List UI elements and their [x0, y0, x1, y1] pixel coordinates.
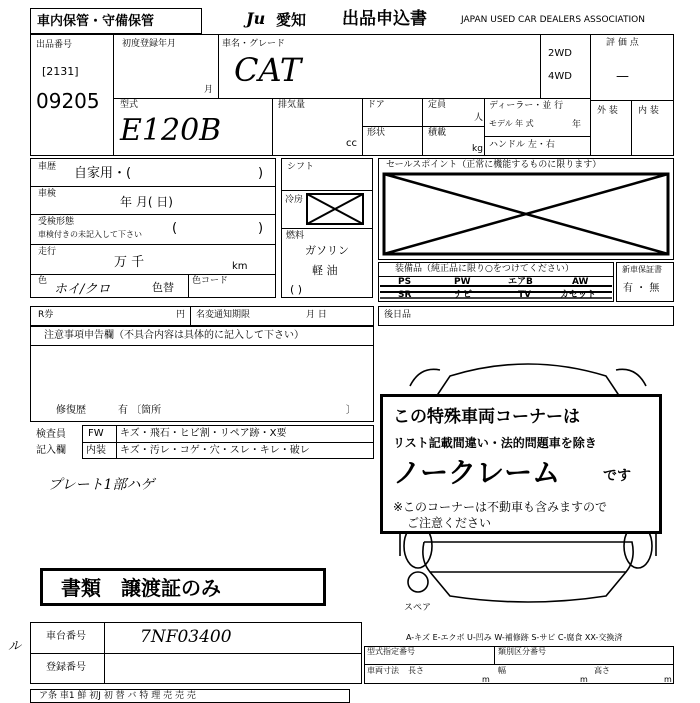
model-value: E120B: [120, 113, 222, 148]
width-unit: m: [580, 675, 588, 684]
fuel-diesel: 軽 油: [312, 264, 338, 277]
notice-line4: ※このコーナーは不動車も含みますので: [393, 500, 608, 514]
history-close: ): [258, 166, 264, 181]
name-change-label: 名変通知期限: [196, 310, 251, 320]
chassis-value: 7NF03400: [140, 627, 232, 647]
interior-check-text: キズ・汚レ・コゲ・穴・スレ・キレ・破レ: [120, 445, 310, 456]
equip-cassette: カセット: [560, 290, 597, 300]
equip-sr: SR: [398, 290, 412, 300]
notice-line1: この特殊車両コーナーは: [393, 407, 580, 427]
name-change-value: 月 日: [306, 310, 327, 320]
exterior-label: 外 装: [597, 106, 618, 116]
shaken-label: 車検: [38, 189, 57, 199]
history-block: [30, 158, 276, 298]
type-designation-label: 型式指定番号: [367, 647, 415, 656]
mileage-label: 走行: [38, 247, 57, 257]
ac-crossed-box: [306, 193, 364, 225]
model-label: 型式: [120, 100, 139, 110]
writer-label: 記入欄: [36, 445, 66, 456]
model-year-label: モデル 年 式: [489, 119, 534, 128]
color-code-label: 色コード: [192, 276, 229, 286]
height-label: 高さ: [594, 666, 610, 675]
lot-number: 09205: [36, 89, 100, 113]
inspector-label: 検査員: [36, 429, 66, 440]
height-unit: m: [664, 675, 672, 684]
lot-label: 出品番号: [36, 40, 73, 50]
load-unit: kg: [472, 144, 483, 154]
first-reg-month: 月: [204, 85, 214, 95]
fw-text: キズ・飛石・ヒビ割・リペア跡・X要: [120, 428, 287, 439]
association-name: JAPAN USED CAR DEALERS ASSOCIATION: [461, 15, 645, 25]
spare-label: スペア: [404, 603, 432, 613]
score-label: 評 価 点: [606, 38, 639, 48]
ac-label: 冷房: [285, 195, 304, 205]
equip-ps: PS: [398, 277, 412, 287]
ju-logo: Ju: [246, 9, 266, 28]
recycle-yen: 円: [176, 310, 186, 320]
sales-point-crossed-box: [382, 172, 670, 256]
sales-point-label: セールスポイント（正常に機能するものに限ります）: [386, 160, 602, 170]
capacity-unit: 人: [474, 113, 484, 123]
shaken-value: 年 月( 日): [120, 195, 173, 209]
special-corner-notice: [380, 394, 662, 534]
repair-value: 有 〔箇所: [118, 405, 162, 416]
mileage-km: km: [232, 261, 248, 272]
form-title: 出品申込書: [342, 9, 427, 29]
door-label: ドア: [367, 100, 385, 110]
storage-label-box: [30, 8, 202, 34]
margin-mark: ル: [8, 639, 22, 654]
year-suffix: 年: [572, 120, 582, 130]
car-name-value: CAT: [234, 51, 302, 89]
interior-label: 内 装: [638, 106, 659, 116]
capacity-label: 定員: [428, 100, 447, 110]
repair-label: 修復歴: [56, 405, 86, 416]
notice-line3-suffix: です: [603, 468, 631, 484]
fuel-label: 燃料: [286, 231, 305, 241]
rear-items-block: [378, 306, 674, 326]
rear-items-label: 後日品: [384, 310, 412, 320]
notice-line2: リスト記載間違い・法的問題車を除き: [393, 436, 597, 450]
notes-label: 注意事項申告欄（不具合内容は具体的に記入して下さい）: [44, 330, 304, 341]
interior-check-label: 内装: [86, 445, 106, 456]
warranty-value: 有 ・ 無: [623, 283, 660, 294]
history-value: 自家用・(: [74, 166, 132, 181]
shape-label: 形状: [367, 128, 386, 138]
equip-airbag: エアB: [508, 277, 533, 287]
repair-close: 〕: [346, 405, 356, 416]
color-label: 色: [38, 276, 48, 286]
length-label: 長さ: [408, 666, 424, 675]
displacement-label: 排気量: [278, 100, 306, 110]
equip-navi: ナビ: [454, 290, 473, 300]
color-change-label: 色替: [152, 281, 174, 294]
dealer-label: ディーラー・並 行: [489, 101, 564, 111]
bottom-strip-text: ア条 車1 鮮 初J 初 替 バ 特 理 売 売 売: [39, 691, 196, 701]
inspection-note: 車検付きの未記入して下さい: [38, 230, 142, 239]
drive-4wd: 4WD: [548, 71, 572, 82]
car-name-label: 車名・グレード: [222, 39, 286, 49]
notice-line3: ノークレーム: [393, 456, 561, 489]
category-label: 類別区分番号: [498, 647, 546, 656]
org-name: 愛知: [276, 11, 307, 29]
bottom-strip: [30, 689, 350, 703]
fuel-other: ( ): [290, 283, 303, 296]
length-unit: m: [482, 675, 490, 684]
width-label: 幅: [498, 666, 506, 675]
shift-label: シフト: [287, 162, 315, 172]
equip-pw: PW: [454, 277, 471, 287]
documents-stamp-text: 書類 譲渡証のみ: [61, 576, 221, 600]
displacement-unit: cc: [346, 138, 357, 149]
history-label: 車歴: [38, 162, 57, 172]
inspection-label: 受検形態: [38, 217, 75, 227]
chassis-label: 車台番号: [46, 631, 86, 642]
documents-stamp: [40, 568, 326, 606]
fw-label: FW: [88, 428, 104, 439]
mileage-units: 万 千: [114, 255, 145, 270]
drive-2wd: 2WD: [548, 48, 572, 59]
load-label: 積載: [428, 128, 447, 138]
equipment-strikeout: [380, 276, 612, 302]
handle-label: ハンドル 左・右: [489, 140, 555, 150]
diagram-legend: A-キズ E-エクボ U-凹み W-補修跡 S-サビ C-腐食 XX-交換済: [406, 633, 623, 642]
equip-aw: AW: [572, 277, 589, 287]
first-reg-label: 初度登録年月: [122, 39, 177, 49]
inspection-paren-close: ): [258, 221, 264, 236]
notice-line5: ご注意ください: [407, 516, 492, 530]
registration-label: 登録番号: [46, 662, 86, 673]
handwritten-note: プレート1部ハゲ: [48, 477, 155, 493]
inspection-paren-open: (: [172, 221, 178, 236]
storage-label: 車内保管・守備保管: [37, 14, 155, 29]
equip-tv: TV: [518, 290, 532, 300]
score-value: —: [616, 69, 629, 84]
recycle-label: R券: [38, 310, 54, 320]
fuel-gasoline: ガソリン: [305, 244, 349, 257]
equipment-label: 装備品（純正品に限り○をつけてください）: [395, 264, 574, 274]
vehicle-size-label: 車両寸法: [367, 666, 399, 675]
lot-prefix: [2131]: [42, 65, 79, 78]
color-value: ホイ/クロ: [54, 282, 111, 297]
warranty-label: 新車保証書: [622, 265, 662, 274]
